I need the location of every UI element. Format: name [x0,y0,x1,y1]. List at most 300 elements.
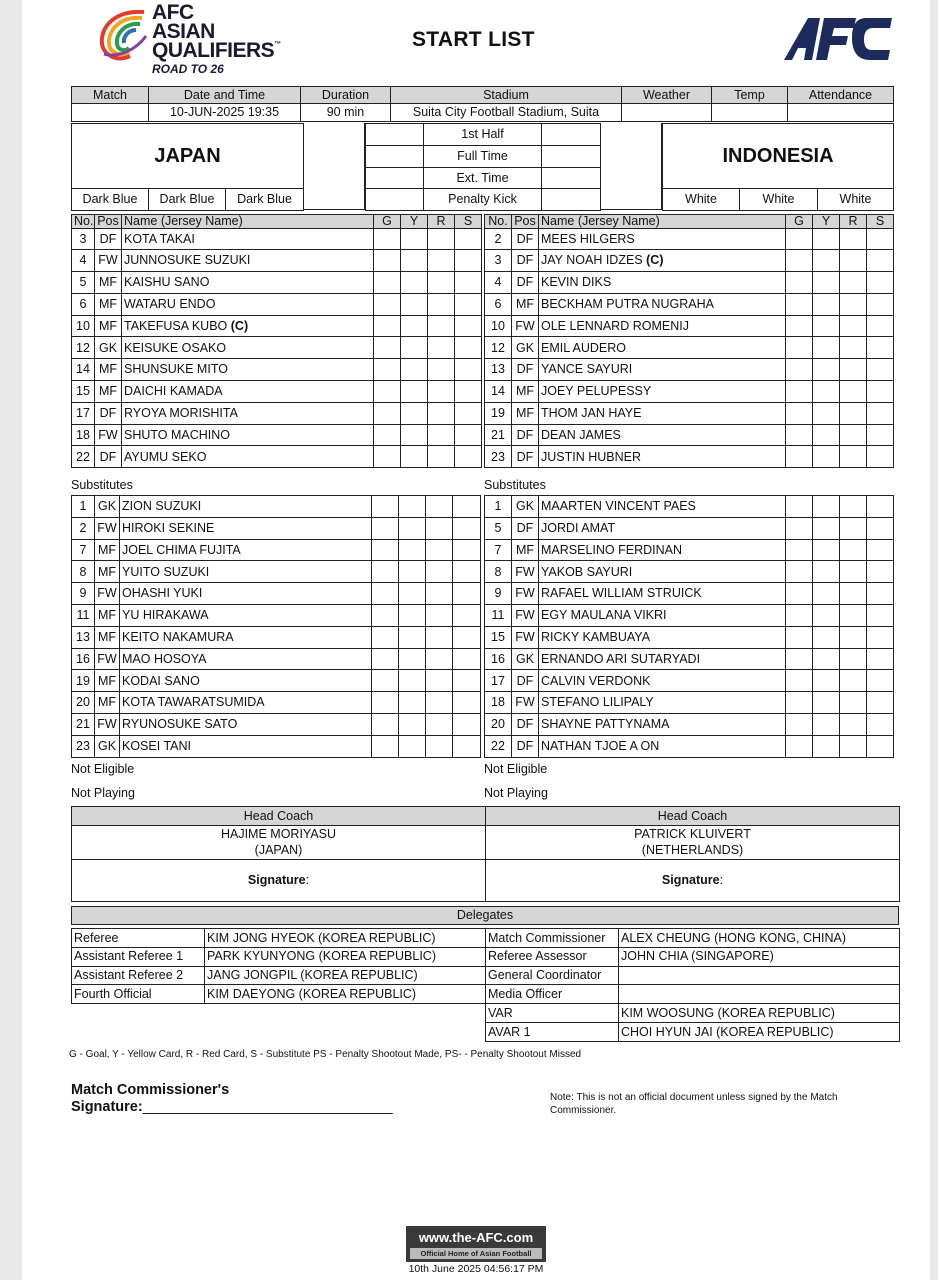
delegate-row [72,985,486,1004]
delegate-row [486,1004,900,1023]
home-starters-col-header: Y [401,215,428,229]
away-starter-row [485,359,894,381]
delegate-role: VAR [486,1004,619,1023]
duration-label: Duration [301,87,391,104]
yellow-cell [399,735,426,757]
goal-cell [374,337,401,359]
yellow-cell [401,359,428,381]
goal-cell [374,250,401,272]
player-name-cell [122,446,374,468]
date-time-label: Date and Time [149,87,301,104]
red-cell [840,424,867,446]
away-sub-row [485,583,894,605]
goal-cell [786,402,813,424]
away-sub-row [485,735,894,757]
player-position: FW [512,692,539,714]
player-name: TAKEFUSA KUBO [124,318,228,333]
player-position: MF [95,604,120,626]
sub-cell [455,424,482,446]
away-sub-row [485,648,894,670]
sub-cell [867,517,894,539]
player-position: DF [512,228,539,250]
yellow-cell [399,692,426,714]
player-position: FW [95,517,120,539]
logo-line-road: ROAD TO 26 [152,61,224,76]
player-name-cell [539,337,786,359]
page-title: START LIST [412,28,535,51]
red-cell [426,626,453,648]
sub-cell [867,496,894,518]
yellow-cell [813,670,840,692]
goal-cell [786,359,813,381]
goal-cell [372,692,399,714]
player-name-cell [122,402,374,424]
yellow-cell [813,359,840,381]
date-time-value: 10-JUN-2025 19:35 [149,104,301,122]
away-score-1st-half [542,124,601,146]
red-cell [426,561,453,583]
away-starter-row [485,381,894,403]
player-number: 1 [485,496,512,518]
player-number: 8 [72,561,95,583]
player-position: FW [95,250,122,272]
sub-cell [867,583,894,605]
afc-asian-qualifiers-logo [96,1,296,82]
sub-cell [867,539,894,561]
score-label-penalty-kick: Penalty Kick [424,189,542,211]
player-number: 13 [485,359,512,381]
qualifiers-swirl-icon [96,6,152,66]
home-head-coach-cell [72,826,486,860]
sub-cell [455,446,482,468]
logo-wordmark [152,1,281,76]
goal-cell [786,648,813,670]
match-value [72,104,149,122]
away-head-coach-country: (NETHERLANDS) [641,842,744,857]
sub-cell [867,424,894,446]
yellow-cell [813,424,840,446]
player-number: 16 [72,648,95,670]
sub-cell [455,381,482,403]
player-number: 19 [72,670,95,692]
afc-logo-mark [782,16,894,62]
sub-cell [455,359,482,381]
player-name-cell [539,424,786,446]
away-head-coach-label: Head Coach [486,807,900,826]
goal-cell [372,604,399,626]
player-name: WATARU ENDO [124,297,216,312]
red-cell [840,293,867,315]
player-name: KOTA TAWARATSUMIDA [122,695,265,710]
goal-cell [374,228,401,250]
sub-cell [453,735,481,757]
home-starter-row [72,359,482,381]
website-link[interactable]: www.the-AFC.com [418,1230,534,1245]
red-cell [840,315,867,337]
sub-cell [455,337,482,359]
player-name: EGY MAULANA VIKRI [541,608,667,623]
red-cell [840,337,867,359]
home-starters-col-header: S [455,215,482,229]
yellow-cell [813,583,840,605]
player-position: DF [512,359,539,381]
red-cell [840,648,867,670]
temp-label: Temp [712,87,788,104]
sub-cell [453,517,481,539]
player-name: THOM JAN HAYE [541,406,642,421]
red-cell [840,446,867,468]
player-number: 1 [72,496,95,518]
player-position: MF [95,692,120,714]
player-position: MF [95,670,120,692]
away-starters-col-header: S [867,215,894,229]
weather-value [622,104,712,122]
away-team-box [662,123,894,211]
player-name-cell [120,583,372,605]
goal-cell [786,713,813,735]
goal-cell [786,735,813,757]
yellow-cell [813,272,840,294]
goal-cell [372,517,399,539]
yellow-cell [401,315,428,337]
player-number: 3 [72,228,95,250]
player-name: OLE LENNARD ROMENIJ [541,318,689,333]
player-number: 17 [485,670,512,692]
home-kit-3: Dark Blue [226,189,304,211]
player-position: GK [512,648,539,670]
website-tagline: Official Home of Asian Football [410,1248,542,1259]
delegate-role: Referee Assessor [486,947,619,966]
player-position: FW [512,315,539,337]
sub-cell [867,228,894,250]
commissioner-signature-line1: Match Commissioner's [71,1082,230,1098]
score-label-full-time: Full Time [424,145,542,167]
sub-cell [867,713,894,735]
home-starters-col-header: Pos [95,215,122,229]
sub-cell [453,583,481,605]
home-starter-row [72,315,482,337]
home-starter-row [72,337,482,359]
player-position: MF [512,381,539,403]
player-number: 16 [485,648,512,670]
yellow-cell [399,539,426,561]
red-cell [426,692,453,714]
home-sub-row [72,692,481,714]
player-name-cell [120,626,372,648]
player-name: HIROKI SEKINE [122,520,215,535]
player-name: KOSEI TANI [122,738,192,753]
yellow-cell [399,626,426,648]
red-cell [428,250,455,272]
home-sub-row [72,517,481,539]
delegates-right-table [485,928,900,1042]
red-cell [426,713,453,735]
player-name-cell [539,381,786,403]
captain-marker: (C) [646,253,664,268]
player-number: 18 [485,692,512,714]
yellow-cell [813,735,840,757]
player-name-cell [539,670,786,692]
player-name: SHUNSUKE MITO [124,362,228,377]
player-name-cell [120,648,372,670]
player-number: 17 [72,402,95,424]
red-cell [428,381,455,403]
away-score-box [600,123,662,210]
goal-cell [372,583,399,605]
delegate-row [72,947,486,966]
player-name-cell [539,250,786,272]
home-signature-cell: Signature: [72,860,486,902]
player-name: RICKY KAMBUAYA [541,629,651,644]
player-position: FW [512,626,539,648]
player-position: MF [95,539,120,561]
player-name-cell [539,561,786,583]
player-position: DF [95,446,122,468]
yellow-cell [813,402,840,424]
player-name-cell [122,228,374,250]
goal-cell [786,626,813,648]
player-name-cell [539,272,786,294]
home-starter-row [72,402,482,424]
red-cell [840,272,867,294]
away-substitutes-label: Substitutes [484,478,546,492]
sub-cell [867,381,894,403]
player-name: BECKHAM PUTRA NUGRAHA [541,297,714,312]
goal-cell [374,446,401,468]
attendance-value [788,104,894,122]
away-starter-row [485,315,894,337]
afc-logo [782,16,894,67]
player-name-cell [539,735,786,757]
delegate-row [72,966,486,985]
goal-cell [372,561,399,583]
red-cell [840,359,867,381]
player-name: KODAI SANO [122,673,200,688]
delegate-role: Match Commissioner [486,929,619,948]
player-name-cell [120,692,372,714]
commissioner-signature-line2: Signature:_______________________________ [71,1099,393,1116]
player-name-cell [539,648,786,670]
player-name-cell [120,539,372,561]
home-head-coach-label: Head Coach [72,807,486,826]
sub-cell [453,561,481,583]
player-name-cell [539,604,786,626]
goal-cell [786,272,813,294]
away-not-eligible-label: Not Eligible [484,762,548,776]
red-cell [840,735,867,757]
player-number: 9 [485,583,512,605]
player-name-cell [120,517,372,539]
goal-cell [374,315,401,337]
away-sub-row [485,670,894,692]
goal-cell [372,648,399,670]
red-cell [840,561,867,583]
sub-cell [867,250,894,272]
delegate-name: KIM JONG HYEOK (KOREA REPUBLIC) [205,929,486,948]
delegate-name: KIM WOOSUNG (KOREA REPUBLIC) [619,1004,900,1023]
player-name-cell [122,381,374,403]
player-number: 5 [485,517,512,539]
logo-line-asian: ASIAN [152,19,215,43]
red-cell [428,293,455,315]
player-name: KEITO NAKAMURA [122,629,234,644]
yellow-cell [401,250,428,272]
player-name: YUITO SUZUKI [122,564,210,579]
player-name: STEFANO LILIPALY [541,695,654,710]
player-name: KEISUKE OSAKO [124,340,227,355]
player-position: DF [512,517,539,539]
player-number: 8 [485,561,512,583]
sub-cell [453,692,481,714]
home-starter-row [72,228,482,250]
player-position: GK [95,496,120,518]
player-position: DF [95,228,122,250]
red-cell [426,604,453,626]
home-team-name: JAPAN [72,124,304,189]
goal-cell [786,583,813,605]
player-position: DF [512,272,539,294]
red-cell [428,315,455,337]
away-score-penalty [542,189,601,211]
delegate-name [619,985,900,1004]
goal-cell [372,539,399,561]
red-cell [840,381,867,403]
sub-cell [867,446,894,468]
player-name: KEVIN DIKS [541,275,612,290]
player-number: 5 [72,272,95,294]
away-starter-row [485,446,894,468]
player-number: 18 [72,424,95,446]
yellow-cell [399,648,426,670]
yellow-cell [813,648,840,670]
home-starter-row [72,293,482,315]
home-starter-row [72,250,482,272]
score-label-1st-half: 1st Half [424,124,542,146]
yellow-cell [401,446,428,468]
away-sub-row [485,496,894,518]
player-name-cell [120,713,372,735]
yellow-cell [401,337,428,359]
player-name-cell [122,315,374,337]
away-starter-row [485,337,894,359]
player-name: JUNNOSUKE SUZUKI [124,253,251,268]
player-position: FW [95,583,120,605]
player-number: 19 [485,402,512,424]
player-number: 10 [485,315,512,337]
goal-cell [786,496,813,518]
player-number: 14 [72,359,95,381]
away-team-name: INDONESIA [663,124,894,189]
player-position: MF [512,402,539,424]
away-starters-col-header: No. [485,215,512,229]
away-starters-col-header: Y [813,215,840,229]
home-starters-col-header: R [428,215,455,229]
delegate-name: PARK KYUNYONG (KOREA REPUBLIC) [205,947,486,966]
home-starters-col-header: G [374,215,401,229]
delegates-header [71,906,899,925]
head-coach-table [71,806,900,902]
away-signature-cell: Signature: [486,860,900,902]
start-list-page [22,0,930,1280]
player-name-cell [122,293,374,315]
delegate-name [619,966,900,985]
player-name-cell [120,604,372,626]
player-number: 3 [485,250,512,272]
red-cell [840,517,867,539]
delegate-row [486,966,900,985]
player-position: MF [95,293,122,315]
duration-value: 90 min [301,104,391,122]
player-name: YANCE SAYURI [541,362,633,377]
goal-cell [786,381,813,403]
red-cell [428,337,455,359]
home-starter-row [72,424,482,446]
home-sub-row [72,735,481,757]
player-position: MF [95,359,122,381]
official-note: Note: This is not an official document unless signed by the Match Commissioner. [550,1092,838,1116]
away-kit-3: White [818,189,894,211]
player-number: 4 [72,250,95,272]
player-name-cell [120,496,372,518]
away-sub-row [485,626,894,648]
player-number: 6 [72,293,95,315]
delegate-row [486,947,900,966]
home-sub-row [72,713,481,735]
yellow-cell [399,670,426,692]
player-name: KOTA TAKAI [124,231,195,246]
goal-cell [786,250,813,272]
player-number: 23 [72,735,95,757]
player-position: MF [512,293,539,315]
red-cell [428,446,455,468]
goal-cell [372,670,399,692]
delegate-role: Fourth Official [72,985,205,1004]
goal-cell [374,402,401,424]
red-cell [426,496,453,518]
away-sub-row [485,604,894,626]
yellow-cell [813,626,840,648]
red-cell [428,228,455,250]
home-kit-1: Dark Blue [72,189,149,211]
yellow-cell [813,692,840,714]
player-position: FW [95,424,122,446]
delegate-role: General Coordinator [486,966,619,985]
player-name-cell [539,228,786,250]
home-starters-col-header: No. [72,215,95,229]
home-kit-2: Dark Blue [149,189,226,211]
player-name: MAARTEN VINCENT PAES [541,499,696,514]
player-position: GK [95,337,122,359]
goal-cell [374,424,401,446]
goal-cell [786,517,813,539]
player-name-cell [539,315,786,337]
goal-cell [372,713,399,735]
player-number: 12 [485,337,512,359]
away-not-playing-label: Not Playing [484,786,548,800]
player-number: 15 [485,626,512,648]
goal-cell [786,293,813,315]
away-starters-table [484,214,894,468]
player-name-cell [539,692,786,714]
score-table [365,123,601,211]
sub-cell [867,561,894,583]
goal-cell [786,228,813,250]
red-cell [426,583,453,605]
yellow-cell [813,446,840,468]
red-cell [840,604,867,626]
match-label: Match [72,87,149,104]
away-score-ext-time [542,167,601,189]
